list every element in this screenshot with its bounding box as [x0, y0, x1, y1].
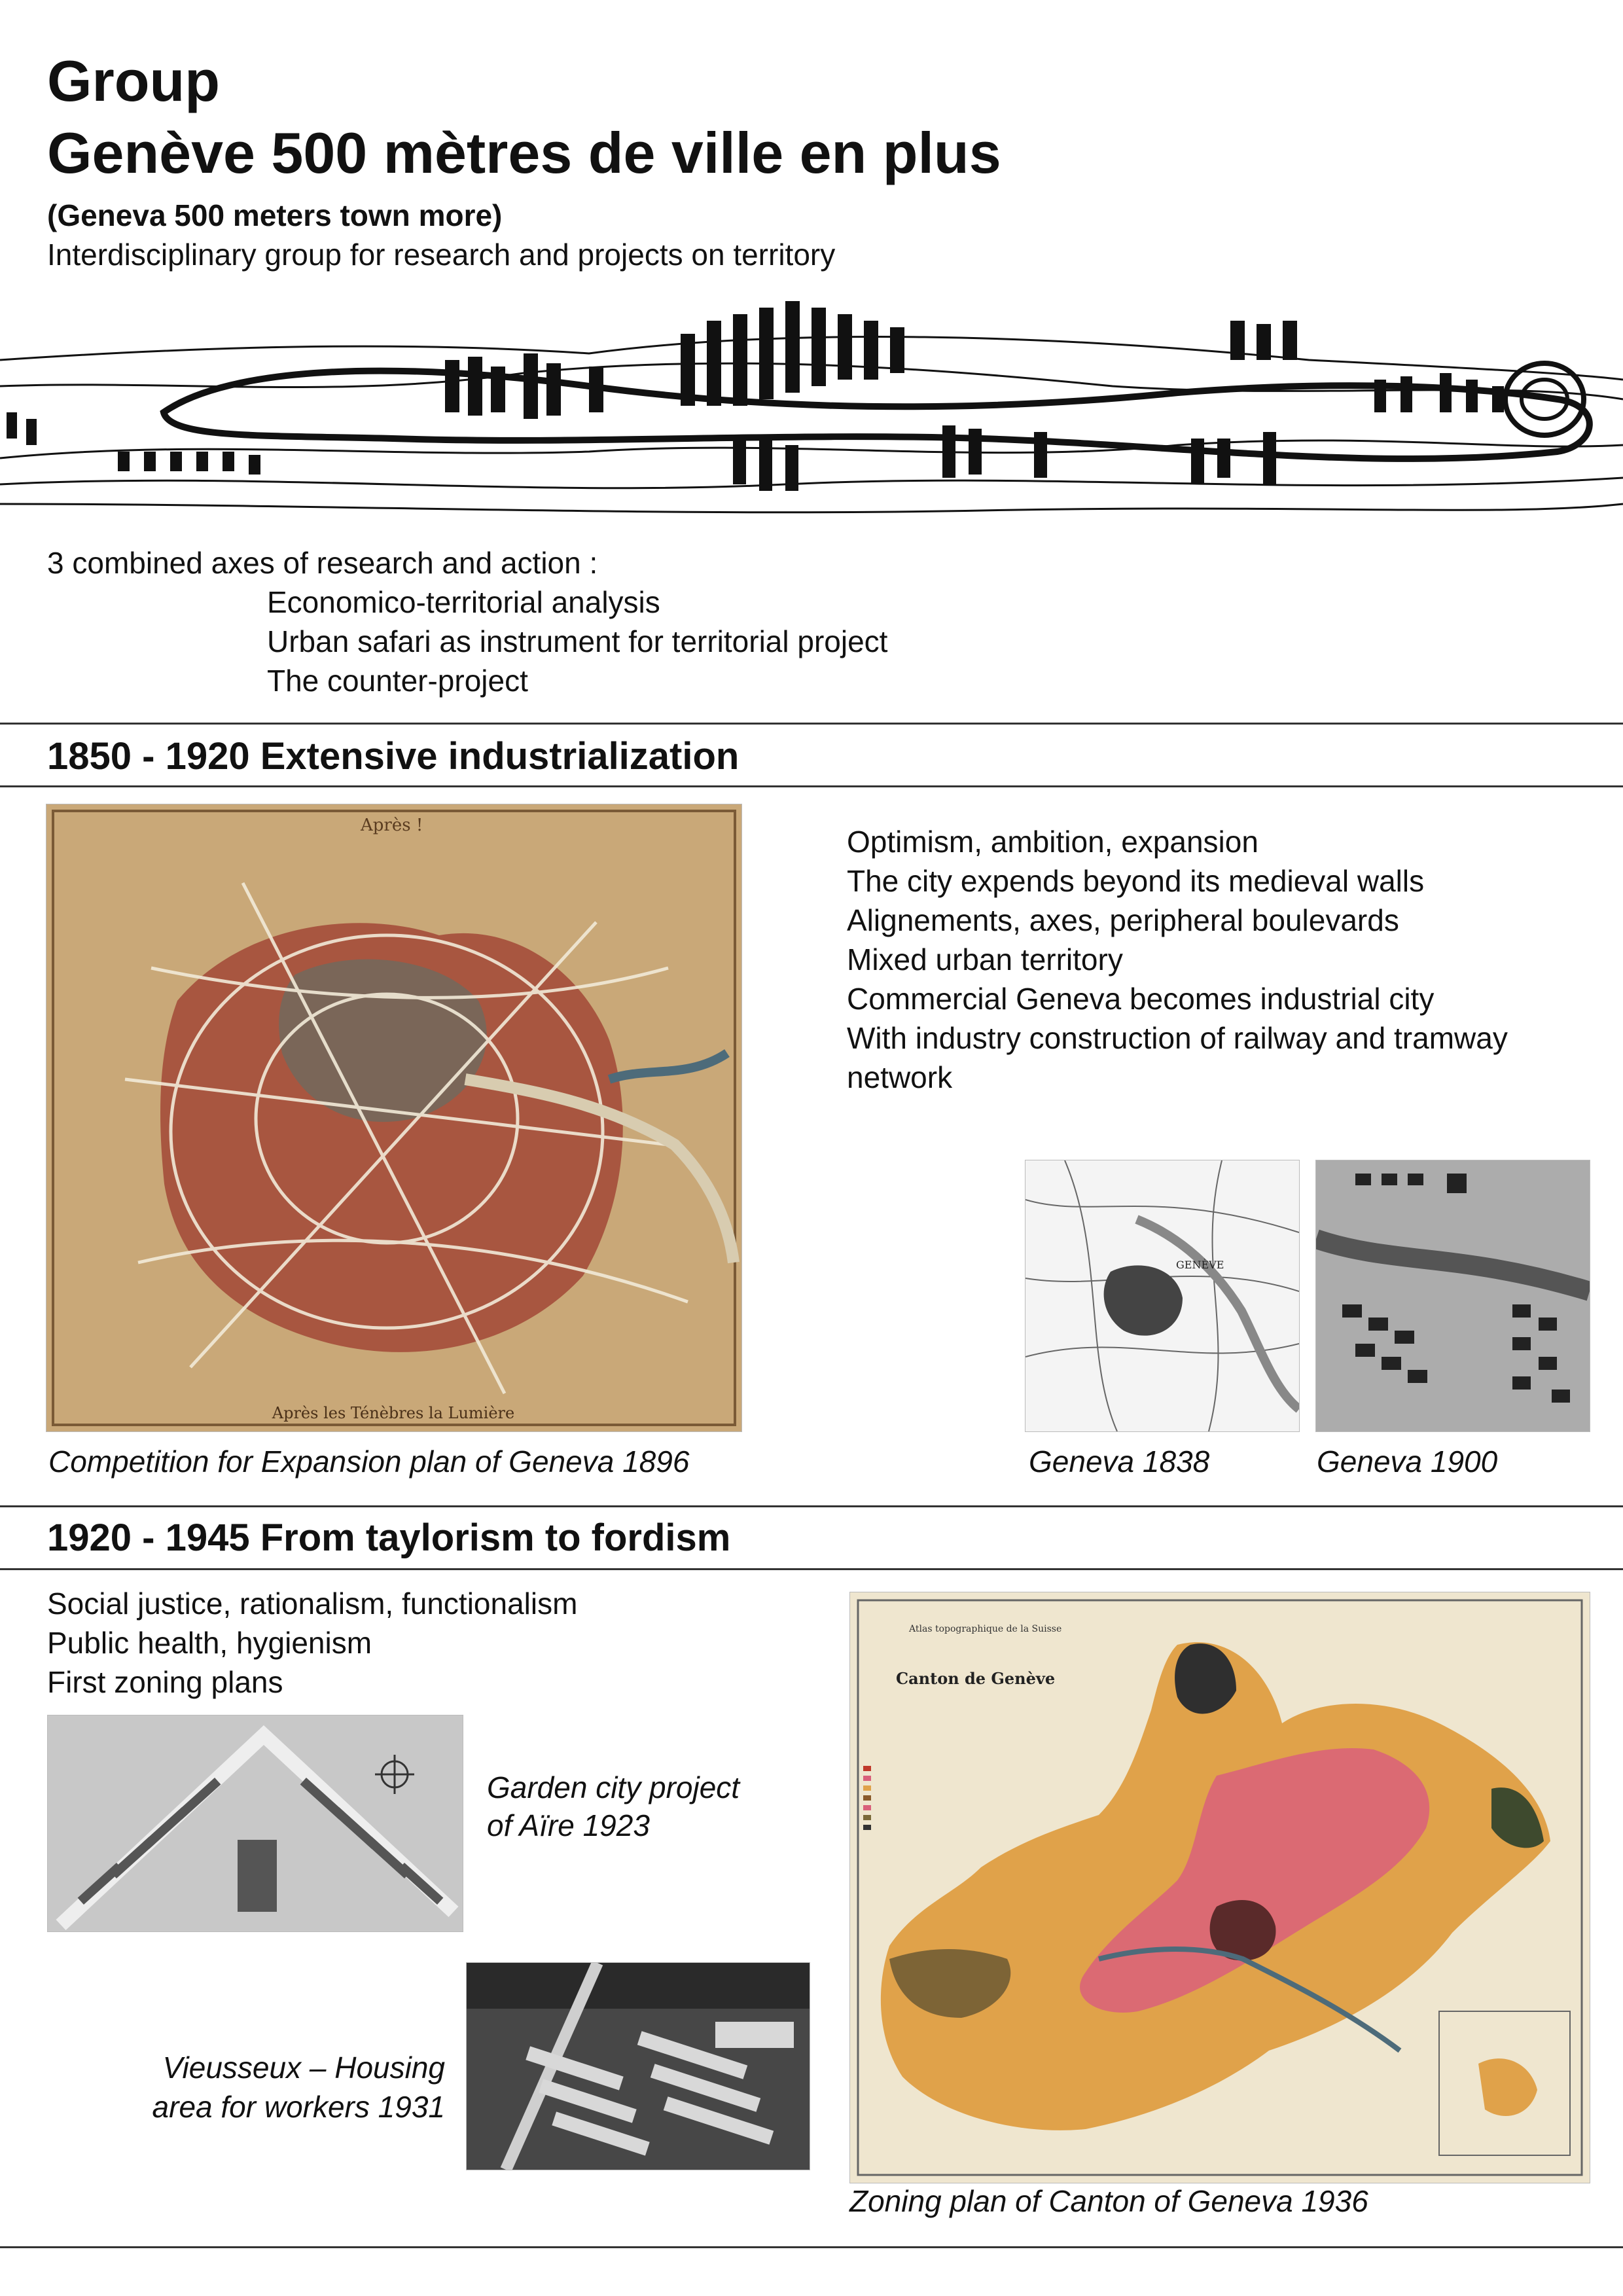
map-label-bottom: Après les Ténèbres la Lumière — [272, 1404, 515, 1422]
axis-item: The counter-project — [267, 664, 528, 698]
expansion-plan-map-1896 — [46, 804, 742, 1432]
vieusseux-housing-photo — [466, 1962, 810, 2170]
section2-bullet: Social justice, rationalism, functionalism — [47, 1587, 578, 1621]
section-divider — [0, 723, 1623, 725]
section1-bullet: Alignements, axes, peripheral boulevards — [847, 903, 1399, 937]
garden-city-caption-2: of Aïre 1923 — [487, 1808, 650, 1842]
section2-bullet: First zoning plans — [47, 1665, 283, 1699]
axis-item: Urban safari as instrument for territorial project — [267, 624, 888, 658]
axis-item: Economico-territorial analysis — [267, 585, 660, 619]
subtitle-english: (Geneva 500 meters town more) — [47, 198, 503, 232]
section-divider — [0, 1568, 1623, 1570]
section2-heading: 1920 - 1945 From taylorism to fordism — [47, 1516, 731, 1559]
title-line-1: Group — [47, 48, 220, 113]
section1-bullet: Mixed urban territory — [847, 942, 1123, 977]
garden-city-aire-image — [47, 1715, 463, 1932]
section1-bullet: Optimism, ambition, expansion — [847, 825, 1258, 859]
expansion-map-caption: Competition for Expansion plan of Geneva 1896 — [48, 1444, 690, 1479]
title-line-2: Genève 500 mètres de ville en plus — [47, 120, 1001, 185]
section1-bullet: Commercial Geneva becomes industrial city — [847, 982, 1435, 1016]
vieusseux-caption-1: Vieusseux – Housing — [162, 2051, 445, 2085]
zoning-plan-canton-geneva-1936 — [849, 1592, 1590, 2183]
city-skyline-sketch — [0, 288, 1623, 537]
axes-intro: 3 combined axes of research and action : — [47, 546, 598, 580]
small-map-label: GENÈVE — [1176, 1259, 1224, 1271]
section-divider — [0, 785, 1623, 787]
section2-bullet: Public health, hygienism — [47, 1626, 372, 1660]
section-divider — [0, 2246, 1623, 2248]
vieusseux-caption-2: area for workers 1931 — [152, 2090, 445, 2124]
section1-bullet: network — [847, 1060, 953, 1094]
geneva-1900-map — [1315, 1160, 1590, 1432]
geneva-1838-map — [1025, 1160, 1300, 1432]
zoning-map-title: Canton de Genève — [896, 1669, 1056, 1688]
map-label-top: Après ! — [361, 816, 423, 835]
section1-bullet: The city expends beyond its medieval walls — [847, 864, 1425, 898]
group-description: Interdisciplinary group for research and projects on territory — [47, 238, 836, 272]
section1-bullet: With industry construction of railway and tramway — [847, 1021, 1508, 1055]
garden-city-caption-1: Garden city project — [487, 1770, 740, 1804]
section-divider — [0, 1505, 1623, 1507]
geneva-1838-caption: Geneva 1838 — [1029, 1444, 1210, 1479]
geneva-1900-caption: Geneva 1900 — [1317, 1444, 1498, 1479]
zoning-plan-caption: Zoning plan of Canton of Geneva 1936 — [849, 2184, 1368, 2218]
section1-heading: 1850 - 1920 Extensive industrialization — [47, 735, 740, 778]
zoning-atlas-label: Atlas topographique de la Suisse — [909, 1624, 1062, 1634]
